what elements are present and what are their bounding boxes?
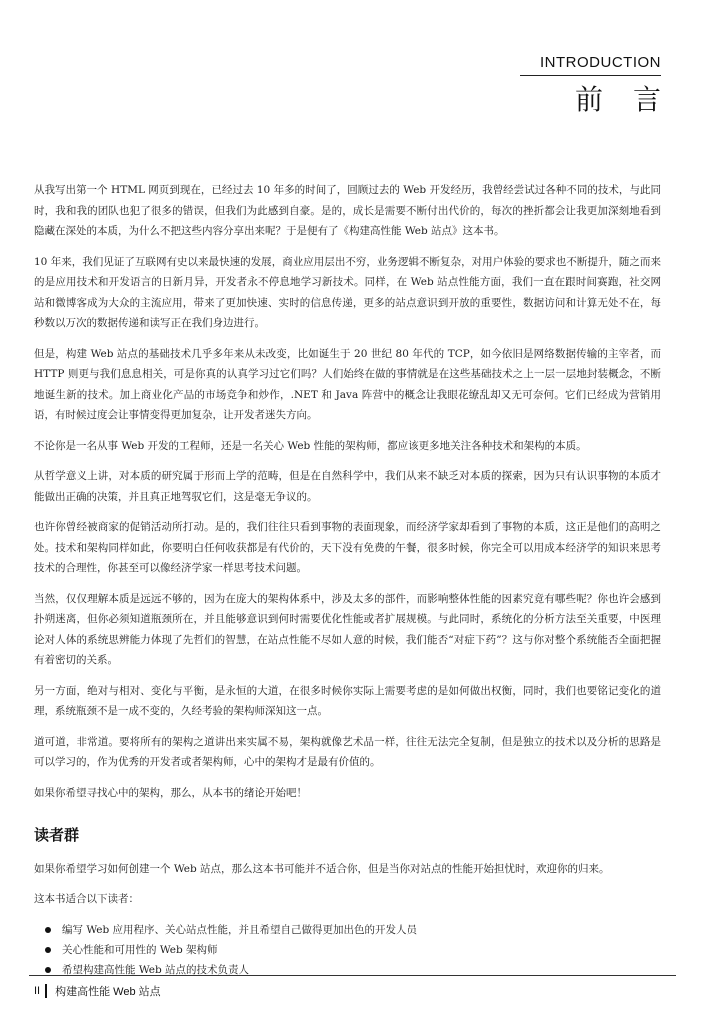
paragraph: 从我写出第一个 HTML 网页到现在，已经过去 10 年多的时间了，回顾过去的 Web 开发经历，我曾经尝试过各种不同的技术，与此同时，我和我的团队也犯了很多的错误，但我们为此感到自豪。是的，成长是需要不断付出代价的，每次的挫折都会让我更加深刻地看到隐藏在深处的本质，为什么不把这些内容分享出来呢？于是便有了《构建高性能 Web 站点》这本书。: [34, 184, 661, 237]
paragraph: 如果你希望寻找心中的架构，那么，从本书的绪论开始吧！: [34, 786, 307, 799]
page-footer: [34, 983, 161, 999]
page-number: II: [34, 985, 41, 997]
paragraph: 道可道，非常道。要将所有的架构之道讲出来实属不易，架构就像艺术品一样，往往无法完全复制，但是独立的技术以及分析的思路是可以学习的，作为优秀的开发者或者架构师，心中的架构才是最有价值的。: [34, 735, 661, 768]
paragraph: 也许你曾经被商家的促销活动所打动。是的，我们往往只看到事物的表面现象，而经济学家却看到了事物的本质，这正是他们的高明之处。技术和架构同样如此，你要明白任何收获都是有代价的，天下没有免费的午餐，很多时候，你完全可以用成本经济学的知识来思考技术的合理性，你甚至可以像经济学家一样思考技术问题。: [34, 521, 661, 574]
paragraph: 但是，构建 Web 站点的基础技术几乎多年来从未改变，比如诞生于 20 世纪 80 年代的 TCP，如今依旧是网络数据传输的主宰者，而 HTTP 则更与我们息息相关，可是你真的认真学习过它们吗？人们始终在做的事情就是在这些基础技术之上一层一层地封装概念，不断地诞生新的技术。加上商业化产品的市场竞争和炒作，.NET 和 Java 阵营中的概念让我眼花缭乱却又无可奈何。它们已经成为营销用语，有时候过度会让事情变得更加复杂，让开发者迷失方向。: [34, 347, 661, 421]
paragraph: 10 年来，我们见证了互联网有史以来最快速的发展，商业应用层出不穷，业务逻辑不断复杂，对用户体验的要求也不断提升，随之而来的是应用技术和开发语言的日新月异，开发者永不停息地学习新技术。同样，在 Web 站点性能方面，我们一直在跟时间赛跑，社交网站和微博客成为大众的主流应用，带来了更加快速、实时的信息传递，更多的站点意识到开放的重要性，数据访问和计算无处不在，每秒数以万次的数据传递和读写正在我们身边进行。: [34, 255, 661, 329]
readers-intro: 如果你希望学习如何创建一个 Web 站点，那么这本书可能并不适合你，但是当你对站点的性能开始担忧时，欢迎你的归来。: [34, 862, 610, 875]
paragraph: 从哲学意义上讲，对本质的研究属于形而上学的范畴，但是在自然科学中，我们从来不缺乏对本质的探索，因为只有认识事物的本质才能做出正确的决策，并且真正地驾驭它们，这是毫无争议的。: [34, 470, 661, 503]
readers-list-intro: 这本书适合以下读者：: [34, 893, 139, 905]
paragraph: 当然，仅仅理解本质是远远不够的，因为在庞大的架构体系中，涉及太多的部件，而影响整体性能的因素究竟有哪些呢？你也许会感到扑朔迷离，但你必须知道瓶颈所在，并且能够意识到何时需要优化性能或者扩展规模。与此同时，系统化的分析方法至关重要，中医理论对人体的系统思辨能力体现了先哲们的智慧，在站点性能不尽如人意的时候，我们能否“对症下药”？这与你对整个系统能否全面把握有着密切的关系。: [34, 592, 661, 666]
readers-heading: 读者群: [34, 826, 80, 844]
section-title-chinese: 前言: [574, 83, 691, 116]
paragraph: 另一方面，绝对与相对、变化与平衡，是永恒的大道，在很多时候你实际上需要考虑的是如何做出权衡，同时，我们也要铭记变化的道理，系统瓶颈不是一成不变的，久经考验的架构师深知这一点。: [34, 684, 661, 717]
list-item: 关心性能和可用性的 Web 架构师: [62, 940, 661, 960]
paragraph: 不论你是一名从事 Web 开发的工程师，还是一名关心 Web 性能的架构师，都应该更多地关注各种技术和架构的本质。: [34, 439, 587, 452]
footer-divider: [29, 975, 676, 976]
footer-separator: [45, 984, 47, 998]
page-body: [34, 180, 661, 980]
list-item: 编写 Web 应用程序、关心站点性能，并且希望自己做得更加出色的开发人员: [62, 920, 661, 940]
book-title: 构建高性能 Web 站点: [55, 986, 161, 998]
list-item: 希望构建高性能 Web 站点的技术负责人: [62, 960, 661, 980]
header-divider: [520, 75, 661, 76]
section-title-english: INTRODUCTION: [540, 54, 661, 71]
readers-list: [34, 920, 661, 980]
